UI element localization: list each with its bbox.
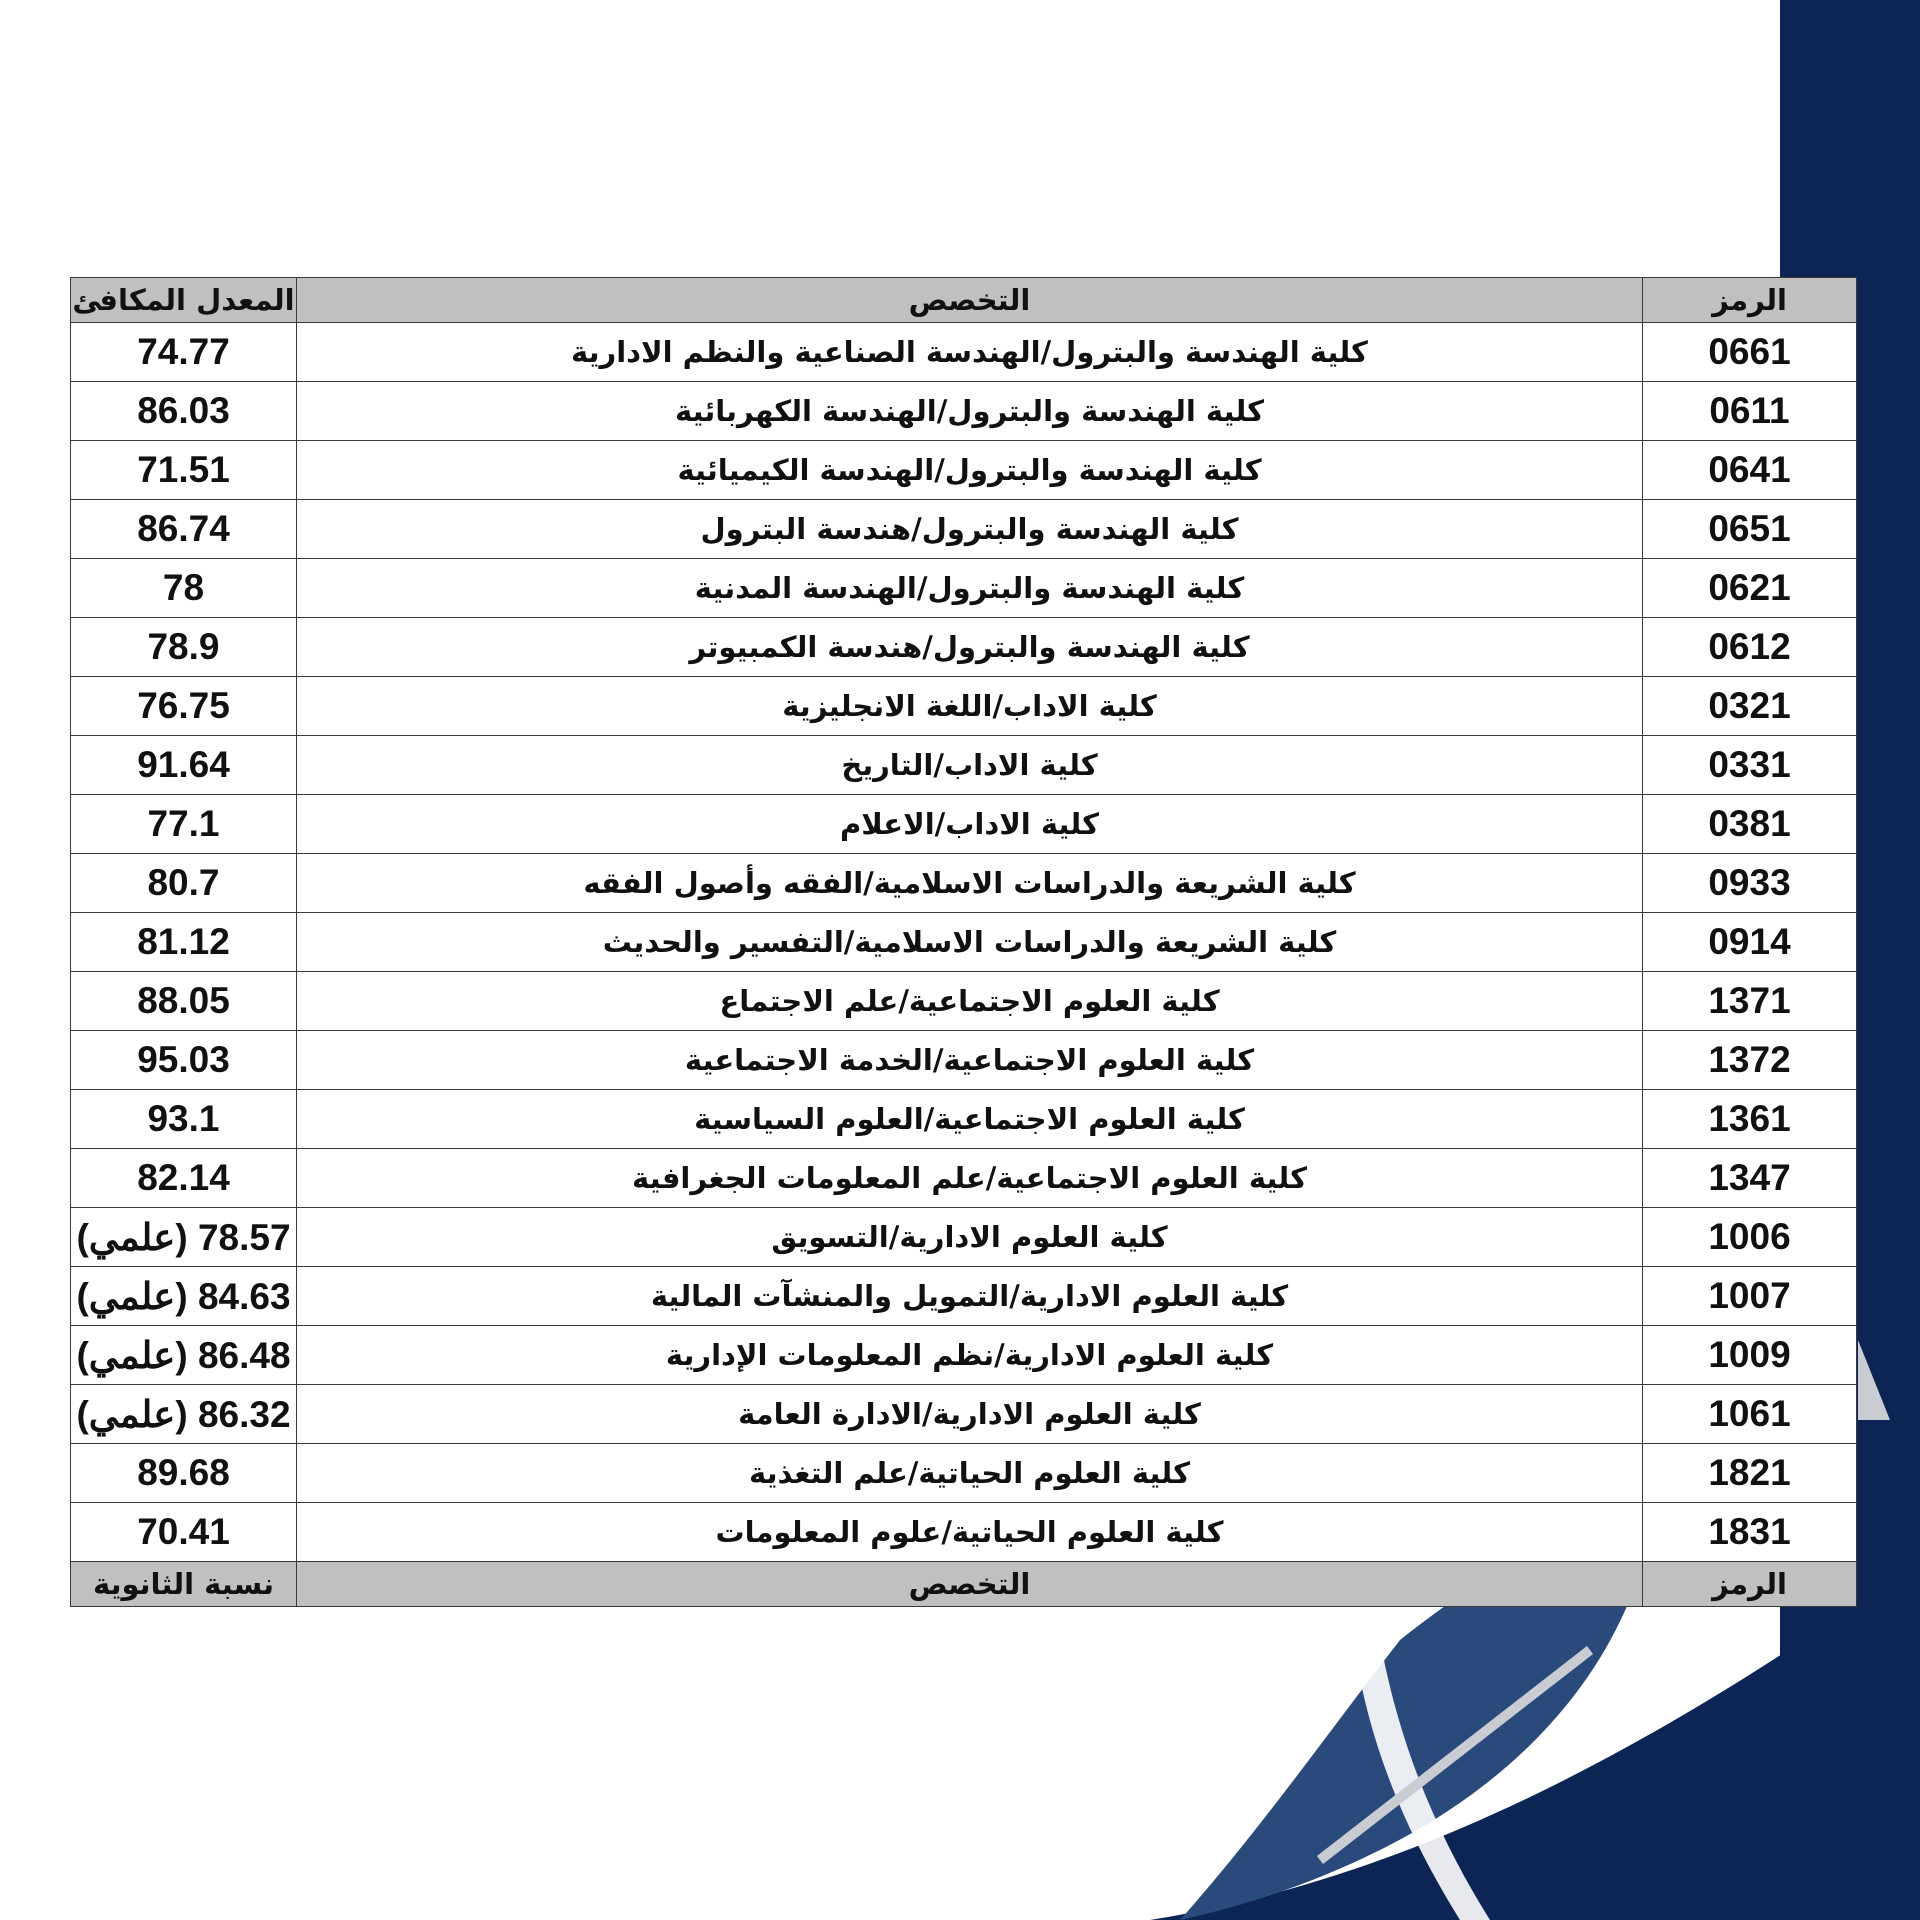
table-body bbox=[71, 323, 1857, 1562]
table-row bbox=[71, 1503, 1857, 1562]
admission-table-container bbox=[70, 277, 1856, 1607]
specialization-cell: كلية الهندسة والبترول/الهندسة المدنية bbox=[297, 559, 1643, 618]
footer-specialization: التخصص bbox=[297, 1562, 1643, 1607]
table-row bbox=[71, 382, 1857, 441]
table-row bbox=[71, 1444, 1857, 1503]
specialization-cell: كلية الهندسة والبترول/الهندسة الكيميائية bbox=[297, 441, 1643, 500]
table-row bbox=[71, 1031, 1857, 1090]
table-row bbox=[71, 1208, 1857, 1267]
specialization-cell: كلية العلوم الاجتماعية/علم المعلومات الجغرافية bbox=[297, 1149, 1643, 1208]
table-row bbox=[71, 559, 1857, 618]
table-row bbox=[71, 854, 1857, 913]
table-header-row bbox=[71, 278, 1857, 323]
code-cell: 1831 bbox=[1643, 1503, 1857, 1562]
table-footer-row bbox=[71, 1562, 1857, 1607]
code-cell: 0611 bbox=[1643, 382, 1857, 441]
score-cell: 77.1 bbox=[71, 795, 297, 854]
specialization-cell: كلية الاداب/التاريخ bbox=[297, 736, 1643, 795]
specialization-cell: كلية الهندسة والبترول/هندسة البترول bbox=[297, 500, 1643, 559]
code-cell: 1007 bbox=[1643, 1267, 1857, 1326]
score-cell: 86.32 (علمي) bbox=[71, 1385, 297, 1444]
specialization-cell: كلية الهندسة والبترول/الهندسة الصناعية والنظم الادارية bbox=[297, 323, 1643, 382]
table-row bbox=[71, 972, 1857, 1031]
admission-scores-table bbox=[70, 277, 1857, 1607]
code-cell: 1006 bbox=[1643, 1208, 1857, 1267]
code-cell: 1372 bbox=[1643, 1031, 1857, 1090]
table-row bbox=[71, 500, 1857, 559]
table-row bbox=[71, 677, 1857, 736]
code-cell: 0381 bbox=[1643, 795, 1857, 854]
score-cell: 84.63 (علمي) bbox=[71, 1267, 297, 1326]
header-specialization: التخصص bbox=[297, 278, 1643, 323]
score-cell: 74.77 bbox=[71, 323, 297, 382]
specialization-cell: كلية العلوم الاجتماعية/العلوم السياسية bbox=[297, 1090, 1643, 1149]
code-cell: 0321 bbox=[1643, 677, 1857, 736]
specialization-cell: كلية الهندسة والبترول/الهندسة الكهربائية bbox=[297, 382, 1643, 441]
score-cell: 70.41 bbox=[71, 1503, 297, 1562]
header-code: الرمز bbox=[1643, 278, 1857, 323]
specialization-cell: كلية العلوم الادارية/الادارة العامة bbox=[297, 1385, 1643, 1444]
table-row bbox=[71, 1385, 1857, 1444]
specialization-cell: كلية العلوم الاجتماعية/الخدمة الاجتماعية bbox=[297, 1031, 1643, 1090]
specialization-cell: كلية العلوم الاجتماعية/علم الاجتماع bbox=[297, 972, 1643, 1031]
specialization-cell: كلية الاداب/اللغة الانجليزية bbox=[297, 677, 1643, 736]
table-row bbox=[71, 795, 1857, 854]
table-row bbox=[71, 1149, 1857, 1208]
code-cell: 0612 bbox=[1643, 618, 1857, 677]
code-cell: 1821 bbox=[1643, 1444, 1857, 1503]
code-cell: 1009 bbox=[1643, 1326, 1857, 1385]
score-cell: 78.9 bbox=[71, 618, 297, 677]
score-cell: 81.12 bbox=[71, 913, 297, 972]
table-row bbox=[71, 618, 1857, 677]
score-cell: 86.48 (علمي) bbox=[71, 1326, 297, 1385]
specialization-cell: كلية العلوم الحياتية/علم التغذية bbox=[297, 1444, 1643, 1503]
table-row bbox=[71, 1326, 1857, 1385]
score-cell: 82.14 bbox=[71, 1149, 297, 1208]
table-row bbox=[71, 913, 1857, 972]
table-row bbox=[71, 736, 1857, 795]
specialization-cell: كلية العلوم الادارية/التمويل والمنشآت المالية bbox=[297, 1267, 1643, 1326]
code-cell: 0651 bbox=[1643, 500, 1857, 559]
header-score: المعدل المكافئ bbox=[71, 278, 297, 323]
code-cell: 1061 bbox=[1643, 1385, 1857, 1444]
score-cell: 80.7 bbox=[71, 854, 297, 913]
code-cell: 0661 bbox=[1643, 323, 1857, 382]
code-cell: 0641 bbox=[1643, 441, 1857, 500]
score-cell: 76.75 bbox=[71, 677, 297, 736]
score-cell: 89.68 bbox=[71, 1444, 297, 1503]
footer-score: نسبة الثانوية bbox=[71, 1562, 297, 1607]
specialization-cell: كلية العلوم الادارية/التسويق bbox=[297, 1208, 1643, 1267]
score-cell: 95.03 bbox=[71, 1031, 297, 1090]
code-cell: 1371 bbox=[1643, 972, 1857, 1031]
specialization-cell: كلية الشريعة والدراسات الاسلامية/التفسير والحديث bbox=[297, 913, 1643, 972]
code-cell: 0331 bbox=[1643, 736, 1857, 795]
footer-code: الرمز bbox=[1643, 1562, 1857, 1607]
score-cell: 91.64 bbox=[71, 736, 297, 795]
specialization-cell: كلية الاداب/الاعلام bbox=[297, 795, 1643, 854]
score-cell: 78.57 (علمي) bbox=[71, 1208, 297, 1267]
specialization-cell: كلية العلوم الحياتية/علوم المعلومات bbox=[297, 1503, 1643, 1562]
specialization-cell: كلية العلوم الادارية/نظم المعلومات الإدارية bbox=[297, 1326, 1643, 1385]
score-cell: 86.03 bbox=[71, 382, 297, 441]
table-row bbox=[71, 441, 1857, 500]
code-cell: 1347 bbox=[1643, 1149, 1857, 1208]
score-cell: 93.1 bbox=[71, 1090, 297, 1149]
code-cell: 1361 bbox=[1643, 1090, 1857, 1149]
table-row bbox=[71, 1090, 1857, 1149]
score-cell: 78 bbox=[71, 559, 297, 618]
code-cell: 0914 bbox=[1643, 913, 1857, 972]
table-row bbox=[71, 323, 1857, 382]
specialization-cell: كلية الهندسة والبترول/هندسة الكمبيوتر bbox=[297, 618, 1643, 677]
specialization-cell: كلية الشريعة والدراسات الاسلامية/الفقه وأصول الفقه bbox=[297, 854, 1643, 913]
score-cell: 86.74 bbox=[71, 500, 297, 559]
code-cell: 0933 bbox=[1643, 854, 1857, 913]
score-cell: 88.05 bbox=[71, 972, 297, 1031]
table-row bbox=[71, 1267, 1857, 1326]
code-cell: 0621 bbox=[1643, 559, 1857, 618]
score-cell: 71.51 bbox=[71, 441, 297, 500]
